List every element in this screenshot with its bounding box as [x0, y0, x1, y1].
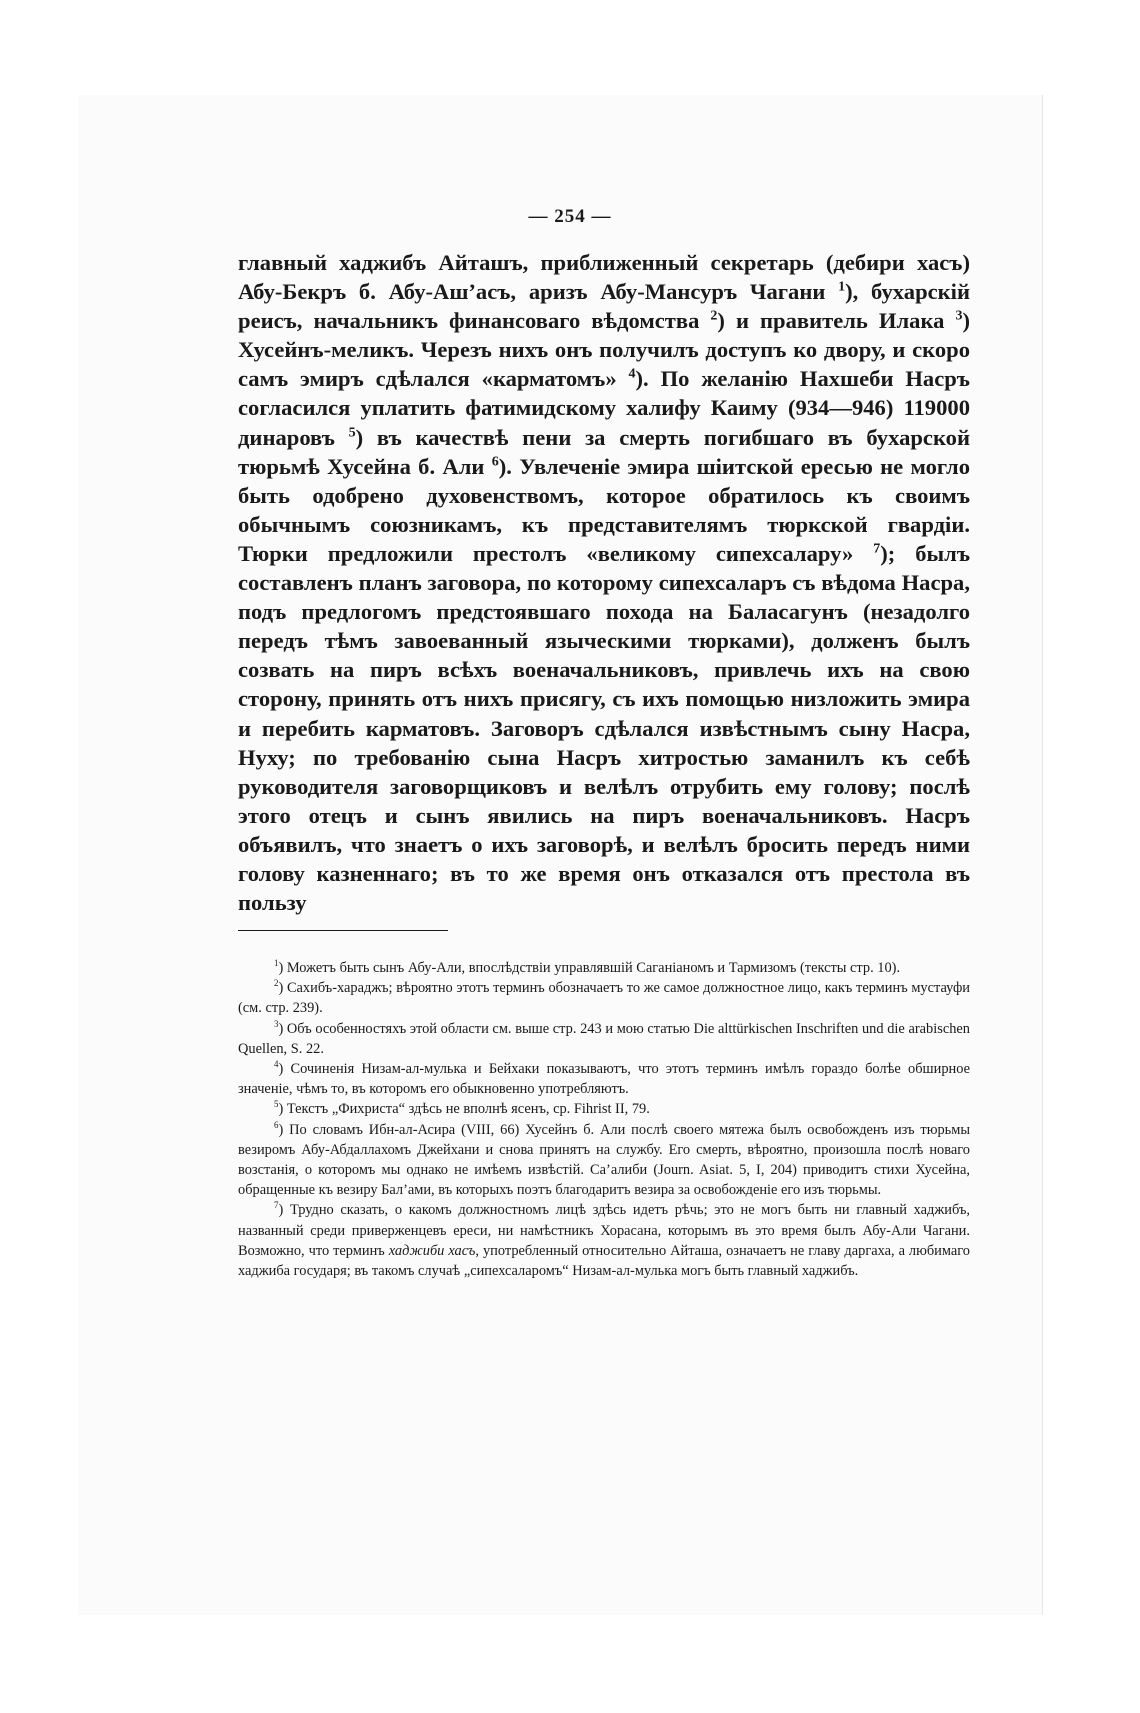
footnote-text: ) По словамъ Ибн-ал-Асира (VIII, 66) Хусейнъ б. Али послѣ своего мятежа былъ освобожденъ изъ тюрьмы везиромъ Абу-Абдаллахомъ Джейхани и снова принятъ на службу. Его смерть, вѣроятно, произошла послѣ новаго возстанія, о которомъ мы однако не имѣемъ извѣстій. Са’алиби (Journ. Asiat. 5, I, 204) приводитъ стихи Хусейна, обращенные къ везиру Бал’ами, въ которыхъ поэтъ благодаритъ везира за освобожденіе его изъ тюрьмы.	[238, 1121, 970, 1199]
footnote-1	[238, 958, 970, 978]
footnote-text: ) Можетъ быть сынъ Абу-Али, впослѣдствіи управлявшій Саганіаномъ и Тармизомъ (тексты стр. 10).	[278, 960, 901, 976]
footnote-mark: 7	[274, 1200, 279, 1211]
footnote-2	[238, 978, 970, 1018]
body-text-segment: ) Хусейнъ-меликъ. Черезъ нихъ онъ получилъ доступъ ко двору, и скоро самъ эмиръ сдѣлался «карматомъ»	[238, 308, 970, 392]
footnote-mark: 5	[274, 1099, 279, 1110]
footnote-text: ) Сахибъ-хараджъ; вѣроятно этотъ терминъ обозначаетъ то же самое должностное лицо, какъ терминъ мустауфи (см. стр. 239).	[238, 980, 970, 1017]
page-number: — 254 —	[528, 206, 612, 227]
footnote-mark: 1	[274, 958, 279, 969]
footnote-ref: 7	[873, 541, 881, 557]
footnote-ref: 1	[838, 279, 846, 295]
footnote-ref: 4	[628, 366, 636, 382]
footnote-text: ) Объ особенностяхъ этой области см. выше стр. 243 и мою статью Die alttürkischen Inschriften und die arabischen Quellen, S. 22.	[238, 1020, 970, 1057]
footnote-ref: 5	[348, 425, 356, 441]
footnote-text: , употребленный относительно Айташа, означаетъ не главу даргаха, а любимаго хаджиба государя; въ такомъ случаѣ „сипехсаларомъ“ Низам-ал-мулька могъ быть главный хаджибъ.	[238, 1242, 971, 1280]
main-body-text	[238, 248, 970, 917]
footnotes-section	[238, 958, 970, 1281]
body-text-segment: ); былъ составленъ планъ заговора, по которому сипехсаларъ съ вѣдома Насра, подъ предлогомъ предстоявшаго похода на Баласагунъ (незадолго передъ тѣмъ завоеванный языческими тюрками), долженъ былъ созвать на пиръ всѣхъ военачальниковъ, привлечь ихъ на свою сторону, принять отъ нихъ присягу, съ ихъ помощью низложить эмира и перебить карматовъ. Заговоръ сдѣлался извѣстнымъ сыну Насра, Нуху; по требованію сына Насръ хитростью заманилъ къ себѣ руководителя заговорщиковъ и велѣлъ отрубить ему голову; послѣ этого отецъ и сынъ явились на пиръ военачальниковъ. Насръ объявилъ, что знаетъ о ихъ заговорѣ, и велѣлъ бросить передъ ними голову казненнаго; въ то же время онъ отказался отъ престола въ пользу	[238, 540, 970, 916]
body-text-segment: главный хаджибъ Айташъ, приближенный секретарь (дебири хасъ) Абу-Бекръ б. Абу-Аш’асъ, аризъ Абу-Мансуръ Чагани	[238, 250, 970, 305]
footnote-ref: 2	[710, 308, 718, 324]
footnote-7	[238, 1200, 970, 1281]
footnote-term-italic: хаджиби хасъ	[388, 1242, 476, 1259]
body-text-segment: ). Увлеченіе эмира шіитской ересью не могло быть одобрено духовенствомъ, которое обратилось къ своимъ обычнымъ союзникамъ, къ представителямъ тюркской гвардіи. Тюрки предложили престолъ «великому сипехсалару»	[238, 453, 970, 566]
footnote-3	[238, 1019, 970, 1059]
footnote-mark: 4	[274, 1059, 279, 1070]
footnote-ref: 3	[955, 308, 963, 324]
footnote-4	[238, 1059, 970, 1099]
footnote-mark: 6	[274, 1119, 279, 1130]
body-text-segment: ) въ качествѣ пени за смерть погибшаго въ бухарской тюрьмѣ Хусейна б. Али	[238, 424, 970, 479]
footnote-ref: 6	[491, 454, 499, 470]
footnote-mark: 3	[274, 1018, 279, 1029]
footnote-mark: 2	[274, 978, 279, 989]
footnote-6	[238, 1120, 970, 1201]
footnote-5	[238, 1099, 970, 1119]
footnote-text: ) Текстъ „Фихриста“ здѣсь не вполнѣ ясенъ, ср. Fihrist II, 79.	[278, 1101, 650, 1118]
body-text-segment: ), бухарскій реисъ, начальникъ финансоваго вѣдомства	[238, 279, 970, 334]
body-text-segment: ) и правитель Илака	[717, 308, 956, 334]
footnote-text: ) Трудно сказать, о какомъ должностномъ лицѣ здѣсь идетъ рѣчь; это не могъ быть ни главный хаджибъ, названный среди приверженцевъ ереси, ни намѣстникъ Хорасана, которымъ въ это время былъ Абу-Али Чагани. Возможно, что терминъ	[238, 1202, 970, 1259]
body-text-segment: ). По желанію Нахшеби Насръ согласился уплатить фатимидскому халифу Каиму (934—946) 119000 динаровъ	[238, 366, 970, 450]
footnote-separator	[238, 930, 448, 931]
footnote-text: ) Сочиненія Низам-ал-мулька и Бейхаки показываютъ, что этотъ терминъ имѣлъ гораздо болѣе обширное значеніе, чѣмъ то, въ которомъ его обыкновенно употребляютъ.	[238, 1061, 970, 1098]
